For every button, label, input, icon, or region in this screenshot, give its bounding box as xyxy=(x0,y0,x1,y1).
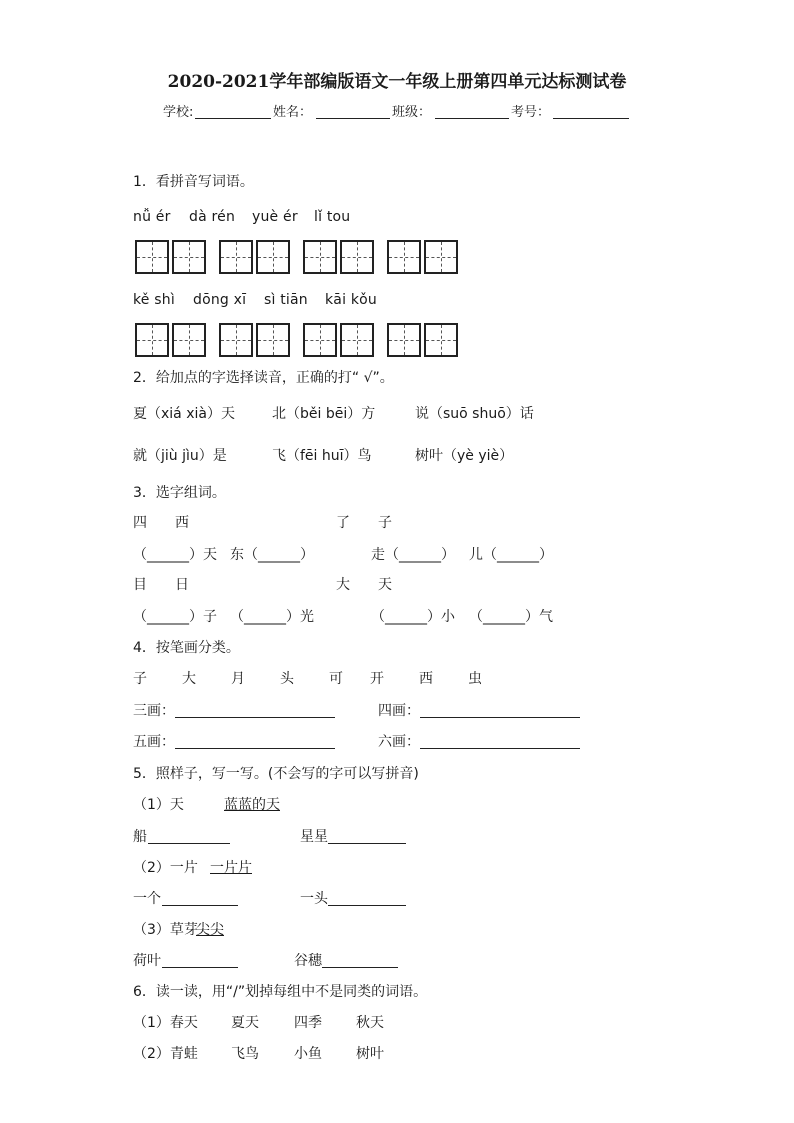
school-label: 学校: xyxy=(163,105,194,120)
writing-box[interactable] xyxy=(340,323,374,357)
writing-box[interactable] xyxy=(387,240,421,274)
writing-box[interactable] xyxy=(340,240,374,274)
question-2-heading: 2．给加点的字选择读音，正确的打“ √”。 xyxy=(133,370,394,386)
page-title: 2020-2021学年部编版语文一年级上册第四单元达标测试卷 xyxy=(167,72,627,92)
example-2-sample: 一片片 xyxy=(210,860,252,876)
stroke-char: 开 xyxy=(370,671,384,687)
answer-line[interactable] xyxy=(328,843,406,844)
stroke-char: 子 xyxy=(133,671,147,687)
pinyin-6: dōng xī xyxy=(193,292,247,308)
writing-box[interactable] xyxy=(256,240,290,274)
choice-char: 西 xyxy=(175,515,189,531)
example-2: （2）一片 xyxy=(133,860,198,876)
class-blank[interactable] xyxy=(435,106,509,119)
pinyin-7: sì tiān xyxy=(264,292,308,308)
stroke-label-5: 五画： xyxy=(133,734,175,750)
pinyin-2: dà rén xyxy=(189,209,236,225)
word-option[interactable]: 四季 xyxy=(294,1015,322,1031)
exercise-item: 谷穗 xyxy=(294,953,322,969)
exercise-item: 荷叶 xyxy=(133,953,161,969)
word-blank[interactable]: （______）子 xyxy=(133,609,217,625)
stroke-char: 西 xyxy=(419,671,433,687)
writing-grid-row-2 xyxy=(135,323,471,357)
answer-line[interactable] xyxy=(175,717,335,718)
answer-line[interactable] xyxy=(328,905,406,906)
answer-line[interactable] xyxy=(420,717,580,718)
pinyin-5: kě shì xyxy=(133,292,175,308)
stroke-char: 大 xyxy=(182,671,196,687)
stroke-char: 月 xyxy=(231,671,245,687)
name-label: 姓名： xyxy=(273,105,313,120)
stroke-char: 可 xyxy=(329,671,343,687)
word-option[interactable]: 小鱼 xyxy=(294,1046,322,1062)
choice-char: 子 xyxy=(378,515,392,531)
question-6-heading: 6．读一读，用“/”划掉每组中不是同类的词语。 xyxy=(133,984,428,1000)
writing-box[interactable] xyxy=(219,323,253,357)
choice-char: 天 xyxy=(378,577,392,593)
reading-choice[interactable]: 飞（fēi huī）鸟 xyxy=(272,448,372,464)
stroke-char: 虫 xyxy=(468,671,482,687)
word-option[interactable]: 树叶 xyxy=(356,1046,384,1062)
question-5-heading: 5．照样子，写一写。(不会写的字可以写拼音) xyxy=(133,766,419,782)
word-blank[interactable]: 儿（______） xyxy=(469,547,553,563)
word-blank[interactable]: （______）光 xyxy=(230,609,314,625)
example-1-sample: 蓝蓝的天 xyxy=(224,797,280,813)
word-blank[interactable]: （______）小 xyxy=(371,609,455,625)
school-blank[interactable] xyxy=(195,106,271,119)
word-blank[interactable]: 走（______） xyxy=(371,547,455,563)
writing-box[interactable] xyxy=(424,240,458,274)
example-3-sample: 尖尖 xyxy=(196,922,224,938)
stroke-label-3: 三画： xyxy=(133,703,175,719)
pinyin-8: kāi kǒu xyxy=(325,292,377,308)
writing-box[interactable] xyxy=(172,323,206,357)
reading-choice[interactable]: 就（jiù jìu）是 xyxy=(133,448,227,464)
number-label: 考号： xyxy=(511,105,551,120)
reading-choice[interactable]: 北（běi bēi）方 xyxy=(272,406,376,422)
pinyin-4: lǐ tou xyxy=(314,209,351,225)
number-blank[interactable] xyxy=(553,106,629,119)
exercise-item: 一个 xyxy=(133,891,161,907)
answer-line[interactable] xyxy=(420,748,580,749)
word-option[interactable]: 夏天 xyxy=(231,1015,259,1031)
exercise-item: 星星 xyxy=(300,829,328,845)
word-option[interactable]: 飞鸟 xyxy=(231,1046,259,1062)
choice-char: 四 xyxy=(133,515,147,531)
writing-box[interactable] xyxy=(172,240,206,274)
question-3-heading: 3．选字组词。 xyxy=(133,485,226,501)
word-option[interactable]: （2）青蛙 xyxy=(133,1046,198,1062)
exercise-item: 一头 xyxy=(300,891,328,907)
pinyin-1: nǚ ér xyxy=(133,209,171,225)
choice-char: 大 xyxy=(336,577,350,593)
reading-choice[interactable]: 夏（xiá xià）天 xyxy=(133,406,235,422)
choice-char: 了 xyxy=(336,515,350,531)
question-1-heading: 1．看拼音写词语。 xyxy=(133,174,254,190)
writing-box[interactable] xyxy=(303,240,337,274)
writing-box[interactable] xyxy=(135,323,169,357)
answer-line[interactable] xyxy=(162,967,238,968)
writing-box[interactable] xyxy=(219,240,253,274)
writing-grid-row-1 xyxy=(135,240,471,274)
stroke-label-4: 四画： xyxy=(378,703,420,719)
pinyin-3: yuè ér xyxy=(252,209,298,225)
reading-choice[interactable]: 说（suō shuō）话 xyxy=(415,406,534,422)
exercise-item: 船 xyxy=(133,829,147,845)
choice-char: 目 xyxy=(133,577,147,593)
answer-line[interactable] xyxy=(162,905,238,906)
writing-box[interactable] xyxy=(135,240,169,274)
answer-line[interactable] xyxy=(148,843,230,844)
writing-box[interactable] xyxy=(303,323,337,357)
example-1: （1）天 xyxy=(133,797,184,813)
stroke-label-6: 六画： xyxy=(378,734,420,750)
word-blank[interactable]: （______）天 xyxy=(133,547,217,563)
word-blank[interactable]: （______）气 xyxy=(469,609,553,625)
answer-line[interactable] xyxy=(322,967,398,968)
word-blank[interactable]: 东（______） xyxy=(230,547,314,563)
word-option[interactable]: （1）春天 xyxy=(133,1015,198,1031)
writing-box[interactable] xyxy=(424,323,458,357)
class-label: 班级： xyxy=(392,105,432,120)
stroke-char: 头 xyxy=(280,671,294,687)
name-blank[interactable] xyxy=(316,106,390,119)
reading-choice[interactable]: 树叶（yè yiè） xyxy=(415,448,514,464)
word-option[interactable]: 秋天 xyxy=(356,1015,384,1031)
writing-box[interactable] xyxy=(387,323,421,357)
example-3: （3）草芽 xyxy=(133,922,198,938)
question-4-heading: 4．按笔画分类。 xyxy=(133,640,240,656)
answer-line[interactable] xyxy=(175,748,335,749)
writing-box[interactable] xyxy=(256,323,290,357)
choice-char: 日 xyxy=(175,577,189,593)
